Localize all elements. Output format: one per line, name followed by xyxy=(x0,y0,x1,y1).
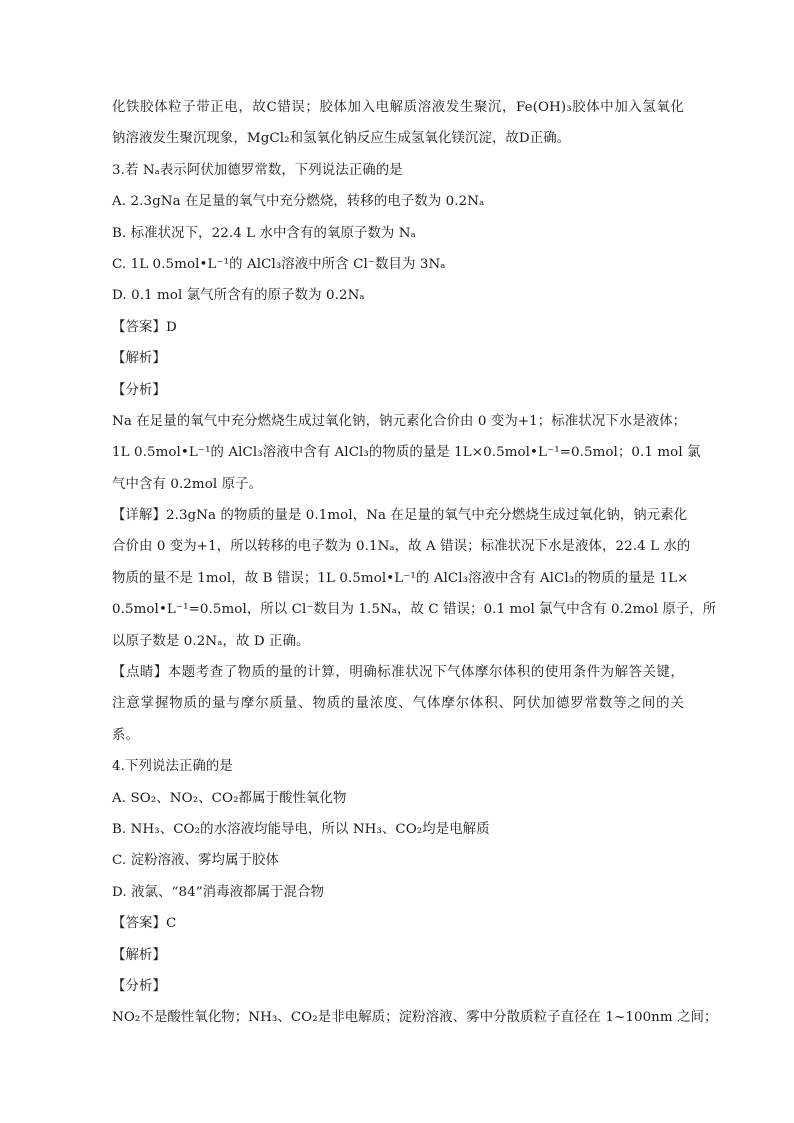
text-line: 化铁胶体粒子带正电，故C错误；胶体加入电解质溶液发生聚沉，Fe(OH)₃胶体中加入氢氧化 xyxy=(112,100,684,115)
question-3-option-a: A. 2.3gNa 在足量的氧气中充分燃烧，转移的电子数为 0.2Nₐ xyxy=(112,194,485,210)
question-3-option-d: D. 0.1 mol 氯气所含有的原子数为 0.2Nₐ xyxy=(112,288,365,304)
analysis-label: 【解析】 xyxy=(112,351,166,367)
comment-paragraph-line: 【点睛】本题考查了物质的量的计算，明确标准状况下气体摩尔体积的使用条件为解答关键， xyxy=(112,665,684,681)
document-page xyxy=(112,92,718,1034)
text-line: 系。 xyxy=(112,727,139,743)
question-3-option-b: B. 标准状况下，22.4 L 水中含有的氧原子数为 Nₐ xyxy=(112,225,416,241)
question-3-stem: 3.若 Nₐ表示阿伏加德罗常数，下列说法正确的是 xyxy=(112,162,403,178)
detail-paragraph-line: 【详解】2.3gNa 的物质的量是 0.1mol，Na 在足量的氧气中充分燃烧生成过氧化钠，钠元素化 xyxy=(112,508,688,524)
question-4-option-a: A. SO₂、NO₂、CO₂都属于酸性氧化物 xyxy=(112,790,347,806)
text-line: 0.5mol•L⁻¹=0.5mol，所以 Cl⁻数目为 1.5Nₐ，故 C 错误；0.1 mol 氯气中含有 0.2mol 原子，所 xyxy=(112,602,717,618)
question-3-option-c: C. 1L 0.5mol•L⁻¹的 AlCl₃溶液中所含 Cl⁻数目为 3Nₐ xyxy=(112,256,446,272)
analysis-heading: 【分析】 xyxy=(112,978,166,994)
answer-label: 【答案】D xyxy=(112,319,177,335)
question-4-stem: 4.下列说法正确的是 xyxy=(112,759,233,775)
text-line: 钠溶液发生聚沉现象，MgCl₂和氢氧化钠反应生成氢氧化镁沉淀，故D正确。 xyxy=(112,131,571,147)
analysis-label: 【解析】 xyxy=(112,947,166,963)
answer-label: 【答案】C xyxy=(112,916,177,932)
text-line: 合价由 0 变为+1，所以转移的电子数为 0.1Nₐ，故 A 错误；标准状况下水是液体，22.4 L 水的 xyxy=(112,539,691,555)
text-line: 注意掌握物质的量与摩尔质量、物质的量浓度、气体摩尔体积、阿伏加德罗常数等之间的关 xyxy=(112,696,684,712)
text-line: NO₂不是酸性氧化物；NH₃、CO₂是非电解质；淀粉溶液、雾中分散质粒子直径在 1~100nm 之间； xyxy=(112,1010,718,1026)
text-line: Na 在足量的氧气中充分燃烧生成过氧化钠，钠元素化合价由 0 变为+1；标准状况下水是液体； xyxy=(112,413,687,429)
text-line: 物质的量不是 1mol，故 B 错误；1L 0.5mol•L⁻¹的 AlCl₃溶液中含有 AlCl₃的物质的量是 1L× xyxy=(112,570,689,586)
text-line: 以原子数是 0.2Nₐ，故 D 正确。 xyxy=(112,633,310,649)
text-line: 气中含有 0.2mol 原子。 xyxy=(112,476,263,492)
analysis-heading: 【分析】 xyxy=(112,382,166,398)
question-4-option-c: C. 淀粉溶液、雾均属于胶体 xyxy=(112,853,279,869)
question-4-option-d: D. 液氯、“84”消毒液都属于混合物 xyxy=(112,884,325,900)
text-line: 1L 0.5mol•L⁻¹的 AlCl₃溶液中含有 AlCl₃的物质的量是 1L×0.5mol•L⁻¹=0.5mol；0.1 mol 氯 xyxy=(112,445,701,461)
question-4-option-b: B. NH₃、CO₂的水溶液均能导电，所以 NH₃、CO₂均是电解质 xyxy=(112,821,490,837)
